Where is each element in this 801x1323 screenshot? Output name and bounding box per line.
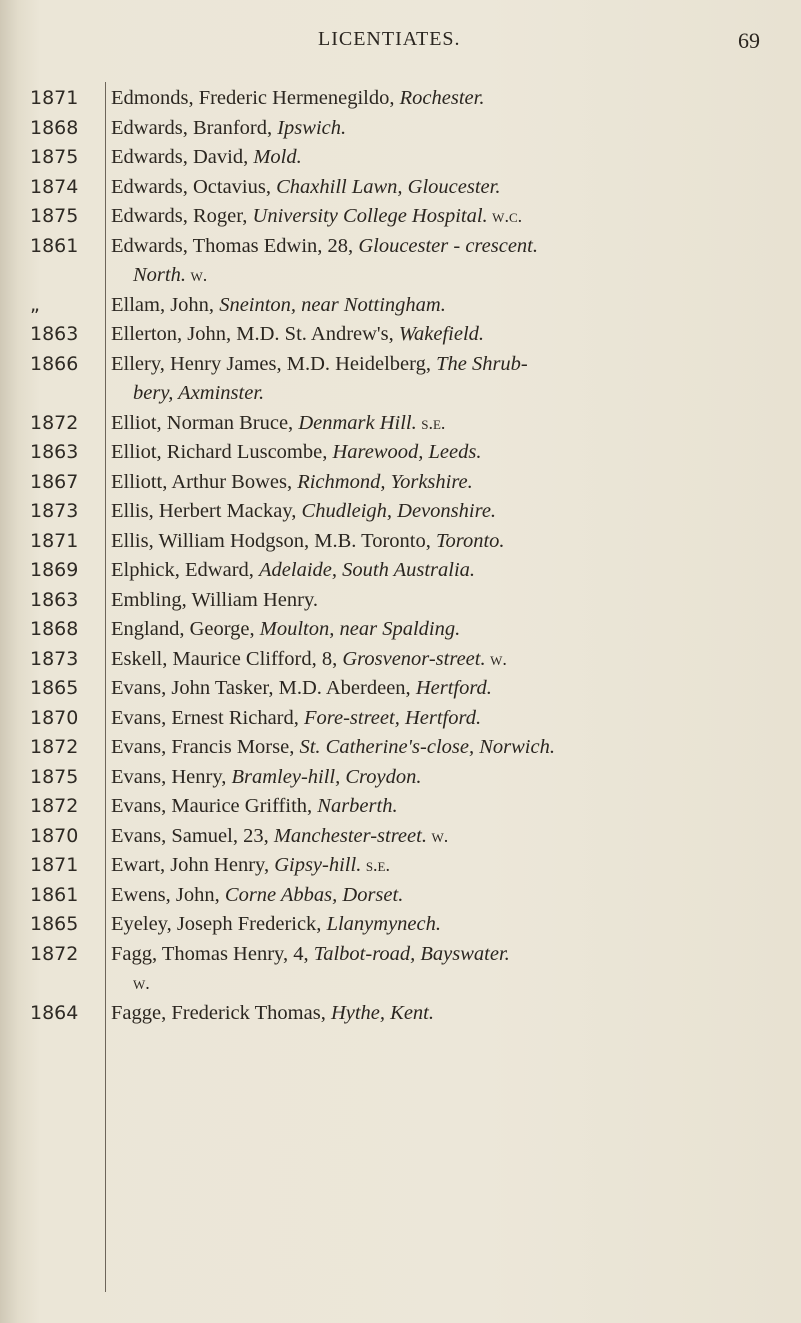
entry-text <box>102 173 790 203</box>
entry-name: Elliot, Norman Bruce, <box>111 411 299 434</box>
entry-year: 1863 <box>30 588 79 611</box>
entry-text <box>102 851 790 881</box>
entry-district: w. <box>185 265 208 285</box>
entry-text <box>102 143 790 173</box>
entry-text <box>102 527 790 557</box>
entry-name: Eskell, Maurice Clifford, 8, <box>111 647 343 670</box>
entry-place: Mold. <box>253 146 302 168</box>
entry-place: Bramley-hill, Croydon. <box>231 765 422 788</box>
list-item <box>30 999 790 1029</box>
entry-place: Gloucester - crescent. <box>358 234 538 257</box>
list-item <box>30 409 790 439</box>
list-item <box>30 468 790 498</box>
entry-place: Llanymynech. <box>326 913 441 935</box>
entry-text <box>102 940 790 999</box>
entry-year: 1874 <box>30 175 79 198</box>
list-item <box>30 851 790 881</box>
entry-district: w. <box>133 973 150 993</box>
entry-continuation <box>111 261 790 291</box>
entry-name: Fagge, Frederick Thomas, <box>111 1001 331 1024</box>
entry-name: Edwards, Octavius, <box>111 175 277 198</box>
entry-name: Evans, Samuel, 23, <box>111 824 274 847</box>
entry-year: 1867 <box>30 470 79 493</box>
list-item <box>30 556 790 586</box>
entry-name: Edmonds, Frederic Hermenegildo, <box>111 87 400 109</box>
entry-place-continued: North. <box>133 264 186 286</box>
entry-text <box>102 497 790 527</box>
entry-district: w. <box>426 825 449 846</box>
entry-year: 1863 <box>30 441 79 463</box>
entry-text <box>102 674 790 704</box>
entry-year: 1865 <box>30 913 79 935</box>
entry-place: Fore-street, Hertford. <box>304 706 482 729</box>
entry-name: Evans, Francis Morse, <box>111 736 300 758</box>
entry-place: Gipsy-hill. <box>274 854 362 876</box>
entry-name: Elphick, Edward, <box>111 559 260 581</box>
list-item <box>30 527 790 557</box>
entry-place: Richmond, Yorkshire. <box>297 470 473 493</box>
entry-text <box>102 409 790 439</box>
entry-place: Wakefield. <box>398 323 485 345</box>
entry-year: 1871 <box>30 529 79 552</box>
entry-name: Edwards, Branford, <box>111 116 278 139</box>
entry-district: s.e. <box>416 412 446 433</box>
entry-place: Rochester. <box>399 87 485 109</box>
list-item <box>30 320 790 350</box>
entry-year: 1861 <box>30 883 79 906</box>
entry-name: Fagg, Thomas Henry, 4, <box>111 942 314 965</box>
entry-name: Ellery, Henry James, M.D. Heidelberg, <box>111 352 437 375</box>
entry-text <box>102 586 790 616</box>
entry-continuation <box>111 379 790 409</box>
entry-place-continued: bery, Axminster. <box>133 382 265 404</box>
list-item <box>30 763 790 793</box>
entry-text <box>102 881 790 911</box>
entry-year: 1873 <box>30 500 79 522</box>
entry-year: „ <box>30 293 40 316</box>
entry-name: Evans, Maurice Griffith, <box>111 795 318 817</box>
entry-place: Denmark Hill. <box>298 411 417 434</box>
list-item <box>30 114 790 144</box>
entry-place: Sneinton, near Nottingham. <box>219 293 446 316</box>
entry-text <box>102 320 790 350</box>
entry-text <box>102 822 790 852</box>
entry-place: The Shrub- <box>436 352 528 375</box>
entry-place: Adelaide, South Australia. <box>259 559 476 581</box>
entry-name: Ellam, John, <box>111 293 220 316</box>
running-head <box>0 28 801 52</box>
entry-text <box>102 114 790 144</box>
entry-name: Elliott, Arthur Bowes, <box>111 470 298 493</box>
entry-name: Evans, John Tasker, M.D. Aberdeen, <box>111 677 416 699</box>
entry-year: 1861 <box>30 234 79 257</box>
entry-name: Ewens, John, <box>111 883 225 906</box>
entry-text <box>102 84 790 114</box>
entry-name: Edwards, Roger, <box>111 205 253 227</box>
entry-place: Harewood, Leeds. <box>332 441 482 463</box>
entry-text <box>102 232 790 291</box>
entry-text <box>102 645 790 675</box>
entry-year: 1868 <box>30 116 79 139</box>
entry-year: 1868 <box>30 618 79 640</box>
list-item <box>30 202 790 232</box>
list-item <box>30 615 790 645</box>
entry-text <box>102 792 790 822</box>
entry-year: 1866 <box>30 352 79 375</box>
entry-name: Ellis, Herbert Mackay, <box>111 500 302 522</box>
entry-year: 1864 <box>30 1001 79 1024</box>
entry-text <box>102 291 790 321</box>
list-item <box>30 792 790 822</box>
entry-text <box>102 615 790 645</box>
entry-year: 1870 <box>30 706 79 729</box>
list-item <box>30 84 790 114</box>
entry-district: w.c. <box>487 206 523 226</box>
entry-name: Edwards, Thomas Edwin, 28, <box>111 234 359 257</box>
entry-text <box>102 704 790 734</box>
entry-place: Hertford. <box>415 677 492 699</box>
entry-year: 1872 <box>30 942 79 965</box>
entry-year: 1875 <box>30 765 79 788</box>
entry-text <box>102 763 790 793</box>
list-item <box>30 586 790 616</box>
entry-name: England, George, <box>111 618 260 640</box>
entry-name: Elliot, Richard Luscombe, <box>111 441 333 463</box>
entry-text <box>102 556 790 586</box>
list-item <box>30 910 790 940</box>
entry-place: Moulton, near Spalding. <box>259 618 461 640</box>
entry-place: Grosvenor-street. <box>342 647 486 670</box>
entry-year: 1865 <box>30 677 79 699</box>
entry-year: 1869 <box>30 559 79 581</box>
entry-district: w. <box>485 648 507 669</box>
entry-text <box>102 733 790 763</box>
running-head-title: LICENTIATES. <box>318 28 461 50</box>
list-item <box>30 232 790 291</box>
entry-text <box>102 202 790 232</box>
entry-name: Ellis, William Hodgson, M.B. Toronto, <box>111 529 436 552</box>
list-item <box>30 438 790 468</box>
entry-text <box>102 438 790 468</box>
list-item <box>30 645 790 675</box>
entry-year: 1871 <box>30 87 79 109</box>
list-item <box>30 291 790 321</box>
entry-name: Evans, Ernest Richard, <box>111 706 304 729</box>
entry-text <box>102 999 790 1029</box>
entry-year: 1873 <box>30 647 79 670</box>
entry-place: Chudleigh, Devonshire. <box>301 500 497 522</box>
list-item <box>30 881 790 911</box>
entry-place: Ipswich. <box>277 116 347 139</box>
entry-year: 1870 <box>30 824 79 847</box>
entry-name: Ewart, John Henry, <box>111 854 275 876</box>
list-item <box>30 674 790 704</box>
list-item <box>30 704 790 734</box>
entry-year: 1872 <box>30 411 79 434</box>
entry-year: 1875 <box>30 146 79 168</box>
list-item <box>30 143 790 173</box>
licentiate-list <box>30 84 790 1028</box>
entry-place: St. Catherine's-close, Norwich. <box>299 736 555 758</box>
page-number: 69 <box>738 28 760 53</box>
list-item <box>30 733 790 763</box>
entry-place: Talbot-road, Bayswater. <box>313 942 510 965</box>
entry-text <box>102 468 790 498</box>
entry-year: 1863 <box>30 323 79 345</box>
entry-name: Edwards, David, <box>111 146 254 168</box>
list-item <box>30 350 790 409</box>
entry-text <box>102 350 790 409</box>
entry-year: 1871 <box>30 854 79 876</box>
entry-place: Manchester-street. <box>273 824 427 847</box>
list-item <box>30 173 790 203</box>
entry-place: Narberth. <box>317 795 398 817</box>
entry-name: Eyeley, Joseph Frederick, <box>111 913 327 935</box>
entry-text <box>102 910 790 940</box>
list-item <box>30 822 790 852</box>
entry-place: Hythe, Kent. <box>330 1001 434 1024</box>
list-item <box>30 940 790 999</box>
entry-place: Toronto. <box>436 529 505 552</box>
entry-year: 1875 <box>30 205 79 227</box>
entry-name: Embling, William Henry. <box>111 588 318 611</box>
entry-name: Evans, Henry, <box>111 765 232 788</box>
entry-year: 1872 <box>30 736 79 758</box>
list-item <box>30 497 790 527</box>
entry-district: s.e. <box>361 855 390 875</box>
entry-place: University College Hospital. <box>252 205 488 227</box>
entry-place: Chaxhill Lawn, Gloucester. <box>276 175 501 198</box>
entry-continuation <box>111 969 790 999</box>
entry-place: Corne Abbas, Dorset. <box>224 883 404 906</box>
entry-name: Ellerton, John, M.D. St. Andrew's, <box>111 323 399 345</box>
entry-year: 1872 <box>30 795 79 817</box>
